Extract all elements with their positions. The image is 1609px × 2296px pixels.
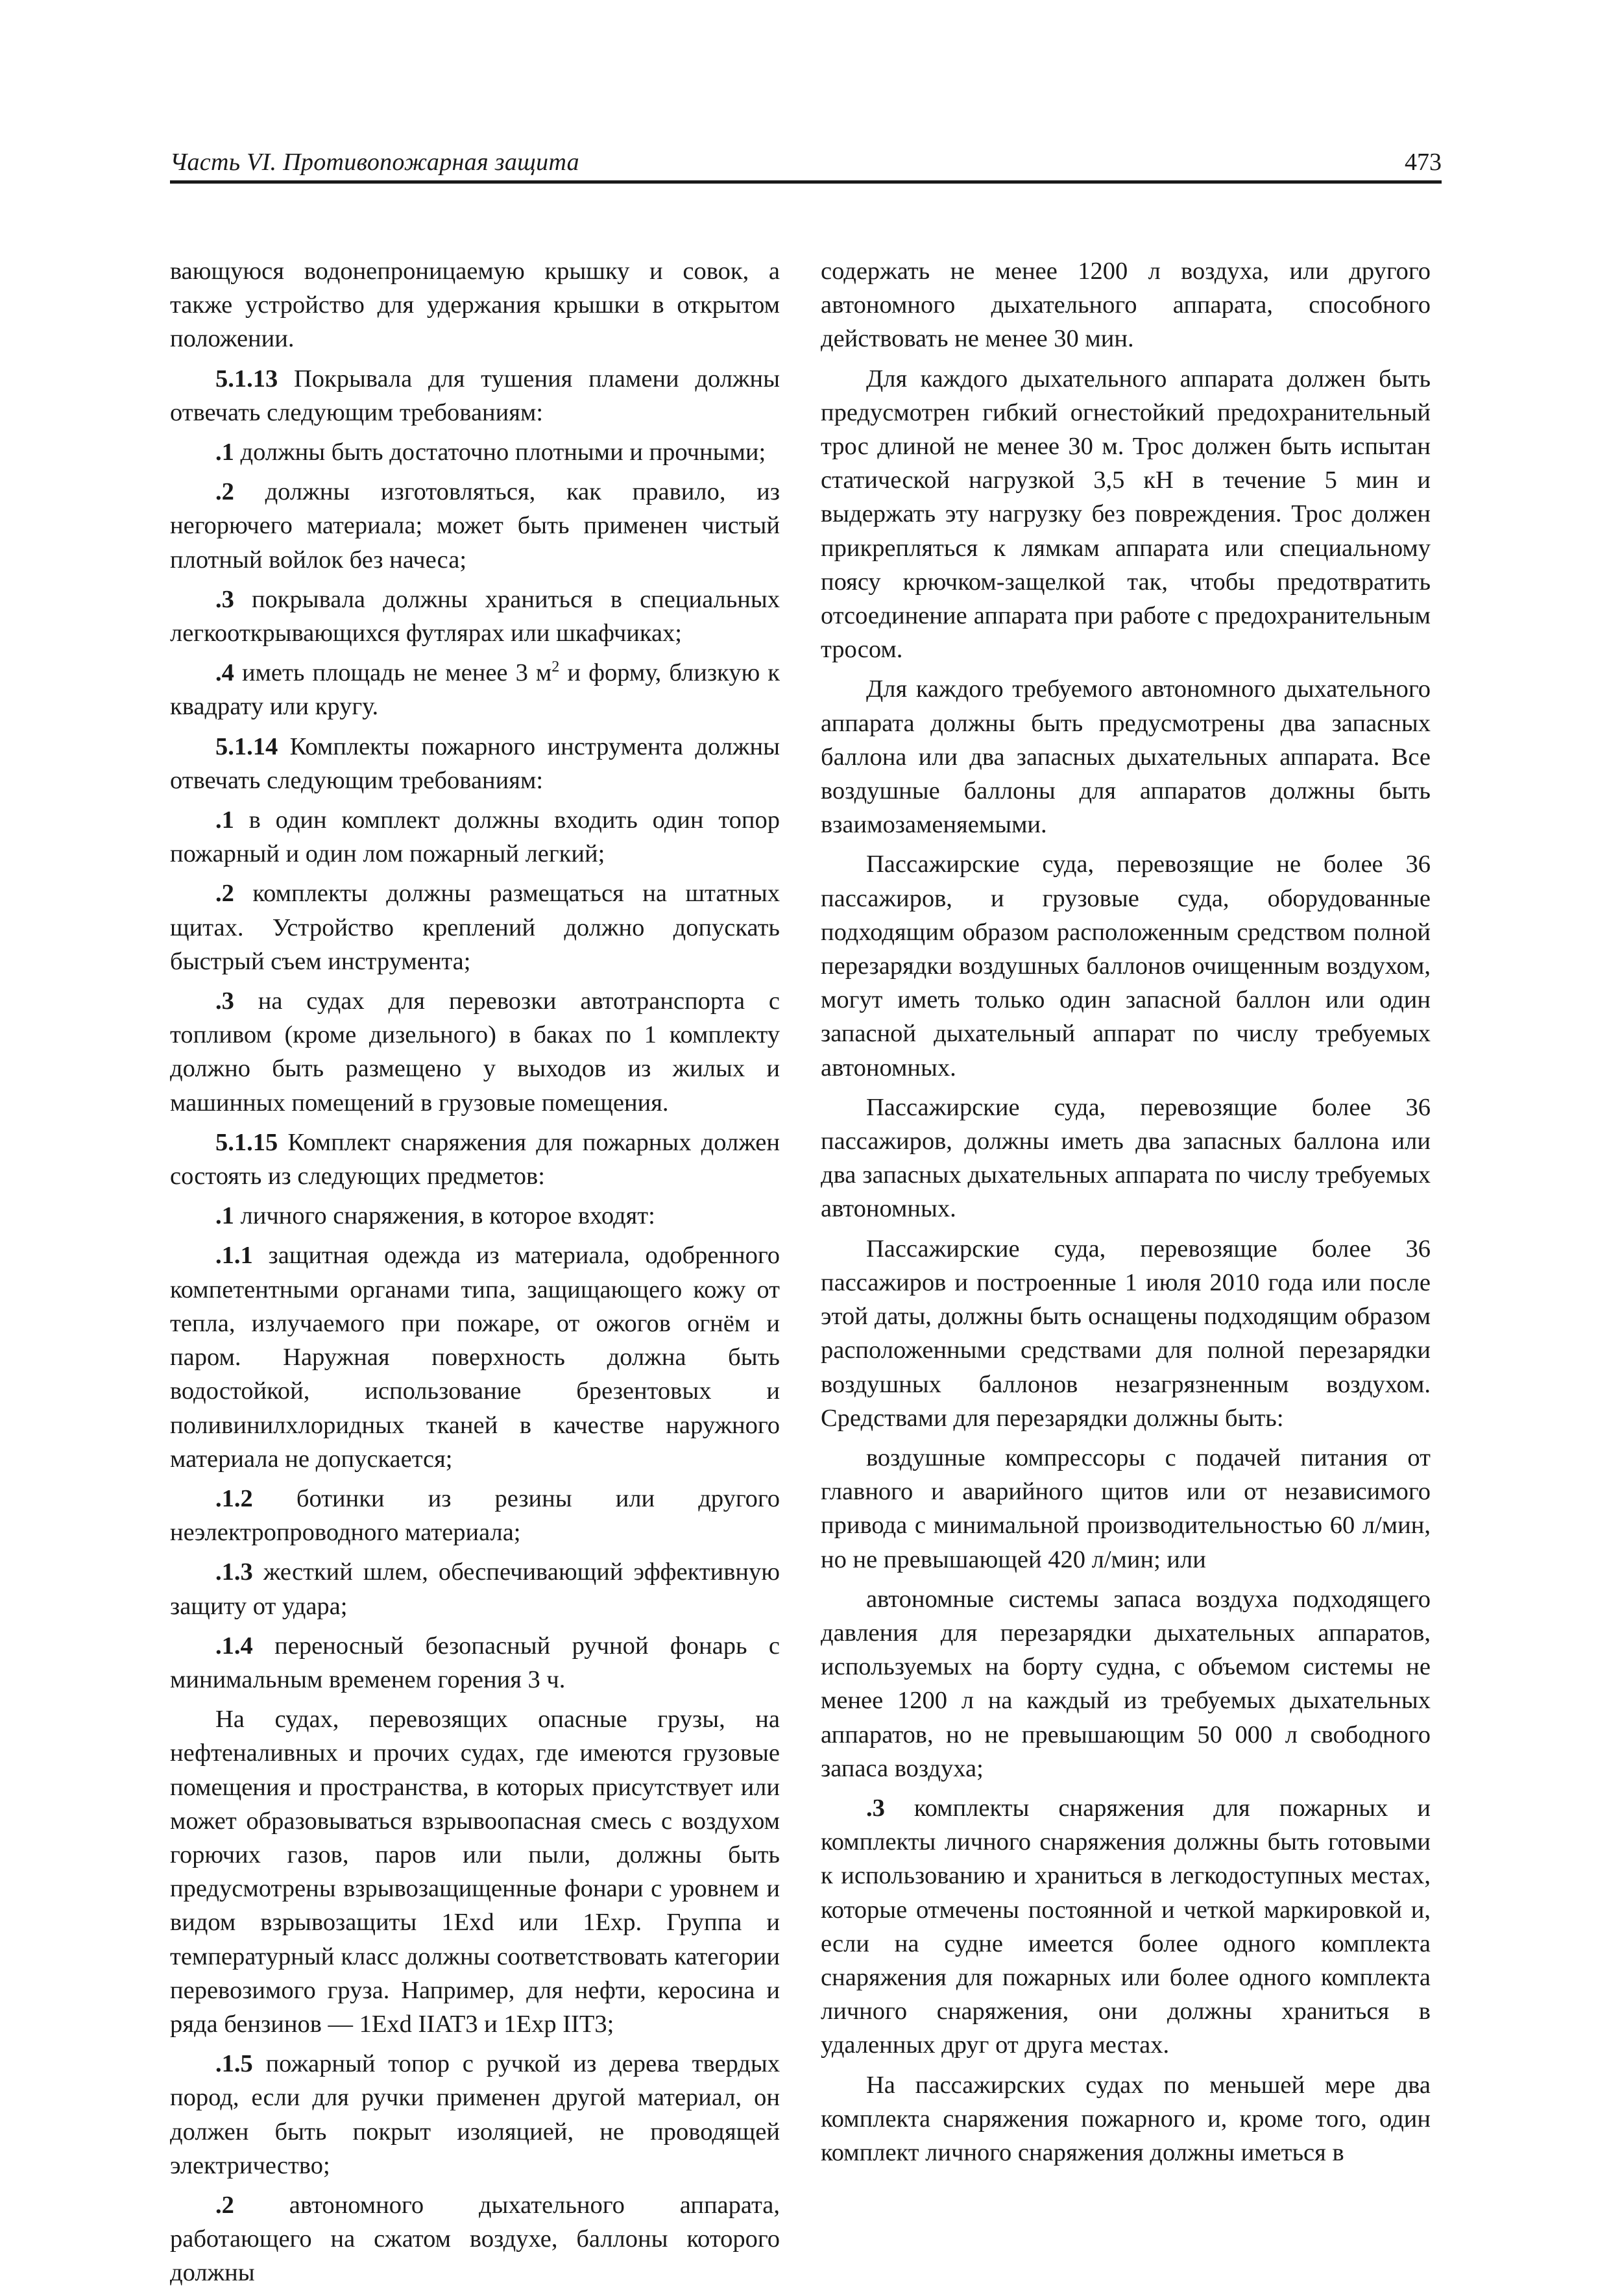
paragraph <box>170 435 780 469</box>
paragraph-text: и форму, близкую к квадрату или кругу. <box>170 659 780 721</box>
paragraph-text: На судах, перевозящих опасные грузы, на нефтеналивных и прочих судах, где имеются грузовые помещения и пространства, в которых присутствует или может образовываться взрывоопасная смесь с воздухом горючих газов, паров или пыли, должны быть предусмотрены взрывозащищенные фонари с уровнем и видом взрывозащиты 1Exd или 1Exp. Группа и температурный класс должны соответствовать категории перевозимого груза. Например, для нефти, керосина и ряда бензинов — 1Exd IIAT3 и 1Exp IIT3; <box>170 1706 780 2038</box>
paragraph <box>170 583 780 650</box>
paragraph-text: личного снаряжения, в которое входят: <box>234 1202 655 1230</box>
paragraph-text: ботинки из резины или другого неэлектропроводного материала; <box>170 1484 780 1547</box>
paragraph-text: на судах для перевозки автотранспорта с топливом (кроме дизельного) в баках по 1 комплекту должно быть размещено у выходов из жилых и машинных помещений в грузовые помещения. <box>170 987 780 1117</box>
clause-number: .1 <box>215 439 234 466</box>
paragraph-text: содержать не менее 1200 л воздуха, или другого автономного дыхательного аппарата, способного действовать не менее 30 мин. <box>821 258 1431 353</box>
paragraph <box>170 730 780 797</box>
paragraph <box>821 254 1431 356</box>
paragraph-text: Пассажирские суда, перевозящие более 36 пассажиров и построенные 1 июля 2010 года или после этой даты, должны быть оснащены подходящим образом расположенными средствами для полной перезарядки воздушных баллонов незагрязненным воздухом. Средствами для перезарядки должны быть: <box>821 1235 1431 1432</box>
clause-number: .3 <box>215 585 234 613</box>
clause-number: 5.1.14 <box>215 732 278 760</box>
clause-number: 5.1.15 <box>215 1128 278 1156</box>
paragraph <box>170 1629 780 1697</box>
paragraph <box>821 672 1431 841</box>
paragraph-text: должны быть достаточно плотными и прочными; <box>234 439 766 466</box>
clause-number: .3 <box>866 1794 885 1822</box>
paragraph <box>170 2047 780 2182</box>
paragraph <box>821 362 1431 667</box>
paragraph-text: Для каждого дыхательного аппарата должен быть предусмотрен гибкий огнестойкий предохранительный трос длиной не менее 30 м. Трос должен быть испытан статической нагрузкой 3,5 кН в течение 5 мин и выдержать эту нагрузку без повреждения. Трос должен прикрепляться к лямкам аппарата или специальному поясу крючком-защелкой так, чтобы предотвратить отсоединение аппарата при работе с предохранительным тросом. <box>821 365 1431 664</box>
right-column <box>821 254 1431 2175</box>
paragraph <box>821 1091 1431 1226</box>
paragraph <box>821 2068 1431 2170</box>
paragraph <box>170 803 780 871</box>
section-title: Часть VI. Противопожарная защита <box>170 149 579 176</box>
paragraph-text: пожарный топор с ручкой из дерева твердых пород, если для ручки применен другой материал, он должен быть покрыт изоляцией, не проводящей электричество; <box>170 2050 780 2179</box>
paragraph-text: Комплекты пожарного инструмента должны отвечать следующим требованиям: <box>170 732 780 794</box>
paragraph-text: Покрывала для тушения пламени должны отвечать следующим требованиям: <box>170 365 780 426</box>
paragraph <box>170 1702 780 2041</box>
clause-number: .2 <box>215 478 234 506</box>
paragraph-text: иметь площадь не менее 3 м <box>234 659 552 687</box>
paragraph <box>170 475 780 577</box>
paragraph <box>170 254 780 356</box>
paragraph <box>170 1199 780 1233</box>
paragraph-text: Пассажирские суда, перевозящие не более 36 пассажиров, и грузовые суда, оборудованные подходящим образом расположенным средством полной перезарядки воздушных баллонов очищенным воздухом, могут иметь только один запасной баллон или один запасной дыхательный аппарат по числу требуемых автономных. <box>821 851 1431 1082</box>
paragraph <box>170 1126 780 1193</box>
clause-number: .2 <box>215 2191 234 2219</box>
paragraph-text: Для каждого требуемого автономного дыхательного аппарата должны быть предусмотрены два запасных баллона или два запасных дыхательных аппарата. Все воздушные баллоны для аппаратов должны быть взаимозаменяемыми. <box>821 675 1431 839</box>
paragraph <box>821 1582 1431 1785</box>
superscript: 2 <box>551 659 560 676</box>
paragraph <box>170 2188 780 2290</box>
paragraph <box>170 1555 780 1623</box>
clause-number: .1 <box>215 806 234 834</box>
paragraph-text: в один комплект должны входить один топор пожарный и один лом пожарный легкий; <box>170 806 780 868</box>
page-number: 473 <box>1405 149 1442 176</box>
paragraph <box>821 847 1431 1084</box>
paragraph <box>170 1239 780 1475</box>
clause-number: .1.5 <box>215 2050 253 2078</box>
paragraph-text: должны изготовляться, как правило, из негорючего материала; может быть применен чистый плотный войлок без начеса; <box>170 478 780 574</box>
clause-number: .1.1 <box>215 1242 253 1270</box>
paragraph-text: автономного дыхательного аппарата, работающего на сжатом воздухе, баллоны которого должны <box>170 2191 780 2287</box>
paragraph <box>170 656 780 723</box>
clause-number: 5.1.13 <box>215 365 278 393</box>
paragraph <box>821 1232 1431 1435</box>
paragraph <box>170 984 780 1120</box>
paragraph-text: жесткий шлем, обеспечивающий эффективную защиту от удара; <box>170 1558 780 1620</box>
clause-number: .1.3 <box>215 1558 253 1586</box>
paragraph-text: воздушные компрессоры с подачей питания от главного и аварийного щитов или от независимого привода с минимальной производительностью 60 л/мин, но не превышающей 420 л/мин; или <box>821 1444 1431 1573</box>
clause-number: .4 <box>215 659 234 687</box>
clause-number: .2 <box>215 880 234 908</box>
paragraph <box>170 876 780 978</box>
left-column <box>170 254 780 2296</box>
paragraph-text: вающуюся водонепроницаемую крышку и совок, а также устройство для удержания крышки в открытом положении. <box>170 258 780 353</box>
running-header <box>170 144 1442 184</box>
paragraph-text: комплекты снаряжения для пожарных и комплекты личного снаряжения должны быть готовыми к использованию и храниться в легкодоступных местах, которые отмечены постоянной и четкой маркировкой и, если на судне имеется более одного комплекта снаряжения для пожарных или более одного комплекта личного снаряжения, они должны храниться в удаленных друг от друга местах. <box>821 1794 1431 2059</box>
clause-number: .1 <box>215 1202 234 1230</box>
paragraph <box>821 1441 1431 1577</box>
paragraph-text: автономные системы запаса воздуха подходящего давления для перезарядки дыхательных аппаратов, используемых на борту судна, с объемом системы не менее 1200 л на каждый из требуемых дыхательных аппаратов, но не превышающим 50 000 л свободного запаса воздуха; <box>821 1585 1431 1782</box>
paragraph-text: Комплект снаряжения для пожарных должен состоять из следующих предметов: <box>170 1128 780 1190</box>
paragraph <box>170 1482 780 1549</box>
clause-number: .3 <box>215 987 234 1015</box>
clause-number: .1.4 <box>215 1632 253 1660</box>
paragraph-text: На пассажирских судах по меньшей мере два комплекта снаряжения пожарного и, кроме того, один комплект личного снаряжения должны иметься в <box>821 2071 1431 2166</box>
paragraph <box>821 1791 1431 2062</box>
paragraph <box>170 362 780 429</box>
clause-number: .1.2 <box>215 1484 253 1512</box>
paragraph-text: покрывала должны храниться в специальных легкооткрывающихся футлярах или шкафчиках; <box>170 585 780 647</box>
paragraph-text: комплекты должны размещаться на штатных щитах. Устройство креплений должно допускать быстрый съем инструмента; <box>170 880 780 975</box>
paragraph-text: защитная одежда из материала, одобренного компетентными органами типа, защищающего кожу от тепла, излучаемого при пожаре, от ожогов огнём и паром. Наружная поверхность должна быть водостойкой, использование брезентовых и поливинилхлоридных тканей в качестве наружного материала не допускается; <box>170 1242 780 1473</box>
paragraph-text: Пассажирские суда, перевозящие более 36 пассажиров, должны иметь два запасных баллона или два запасных дыхательных аппарата по числу требуемых автономных. <box>821 1093 1431 1223</box>
paragraph-text: переносный безопасный ручной фонарь с минимальным временем горения 3 ч. <box>170 1632 780 1693</box>
